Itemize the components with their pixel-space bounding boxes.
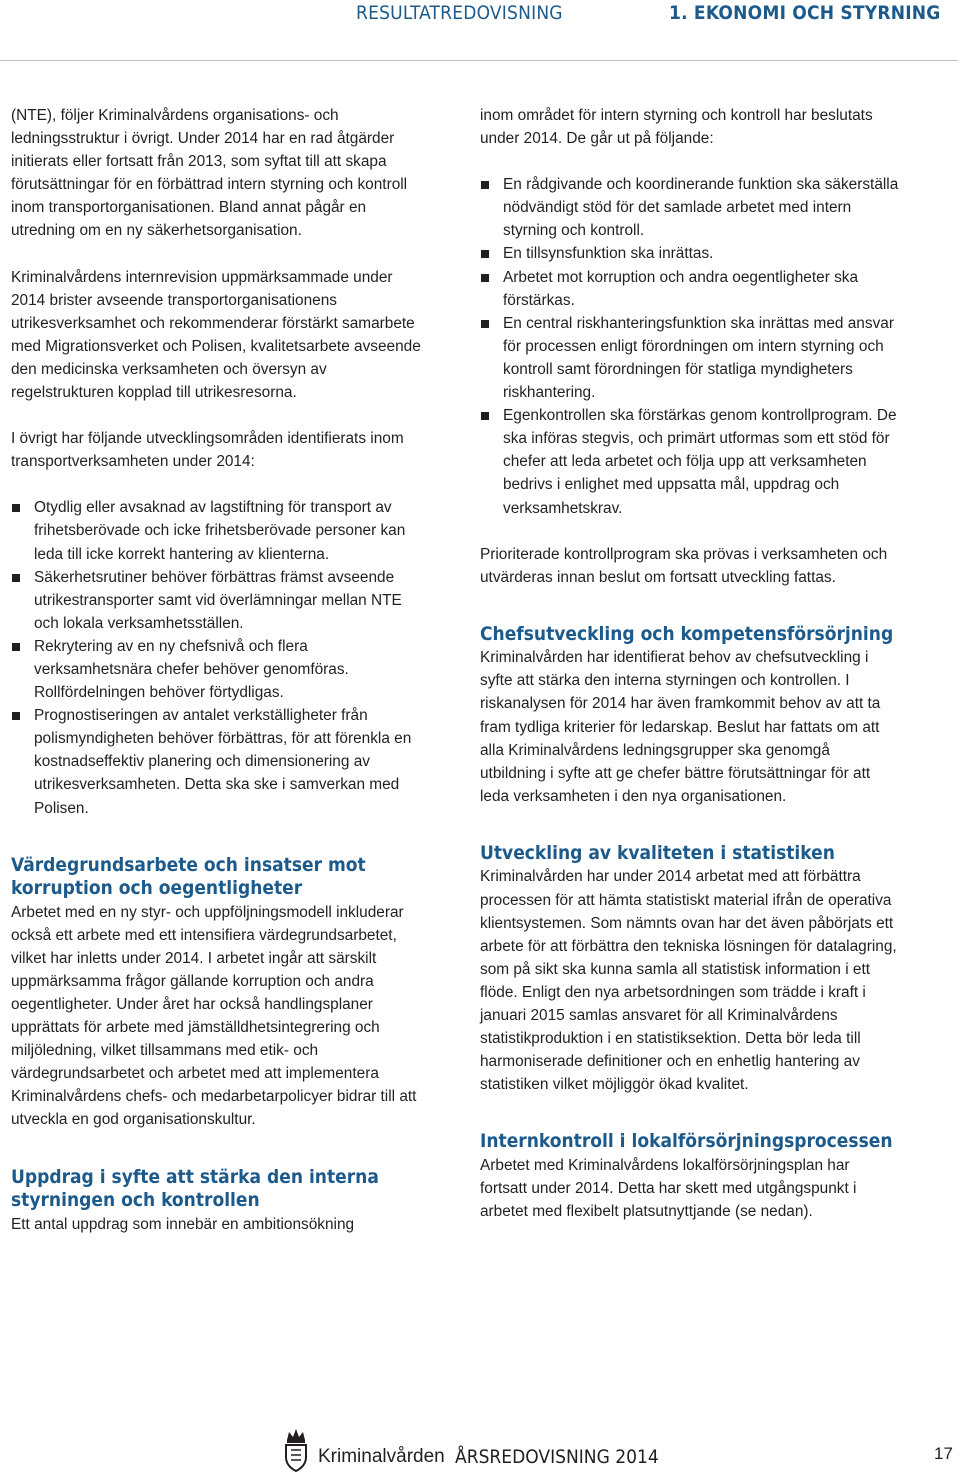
list-item: Egenkontrollen ska förstärkas genom kontrollprogram. De ska införas stegvis, och primärt utformas som ett stöd för chefer att leda arbetet och följa upp att verksamheten bedrivs i enlighet med uppsatta mål, uppdrag och verksamhetskrav. [480, 404, 900, 519]
paragraph: Arbetet med en ny styr- och uppföljningsmodell inkluderar också ett arbete med ett intensifiera värdegrundsarbetet, vilket har inletts under 2014. I arbetet ingår att särskilt uppmärksamma frågor gällande korruption och andra oegentligheter. Under året har också handlingsplaner upprättats för arbete med jämställdhetsintegrering och miljöledning, vilket tillsammans med etik- och värdegrundsarbetet och arbetet med att implementera Kriminalvårdens chefs- och medarbetarpolicyer bidrar till att utveckla en god organisationskultur. [11, 903, 417, 1129]
list-item: En central riskhanteringsfunktion ska inrättas med ansvar för processen enligt förordningen om intern styrning och kontroll samt förordningen för statliga myndigheters riskhantering. [480, 312, 900, 404]
left-column [11, 104, 423, 1236]
paragraph: Prioriterade kontrollprogram ska prövas i verksamheten och utvärderas innan beslut om fortsatt utveckling fattas. [480, 545, 888, 586]
section-heading: Uppdrag i syfte att stärka den interna styrningen och kontrollen [11, 1165, 379, 1212]
list-item: Otydlig eller avsaknad av lagstiftning för transport av frihetsberövade och icke frihetsberövade personer kan leda till icke korrekt hantering av klienterna. [11, 496, 423, 565]
list-item: Säkerhetsrutiner behöver förbättras främst avseende utrikestransporter samt vid överlämningar mellan NTE och lokala verksamhetsställen. [11, 566, 423, 635]
header-divider [0, 60, 958, 61]
paragraph: Arbetet med Kriminalvårdens lokalförsörjningsplan har fortsatt under 2014. Detta har skett med utgångspunkt i arbetet med flexibelt platsutnyttjande (se nedan). [480, 1156, 857, 1221]
list-item: Arbetet mot korruption och andra oegentligheter ska förstärkas. [480, 266, 900, 312]
paragraph: Kriminalvården har under 2014 arbetat med att förbättra processen för att hämta statistiskt material ifrån de operativa klientsystemen. Som nämnts ovan har det även påbörjats ett arbete för att förbättra den tekniska lösningen för datalagring, som på sikt ska kunna samla all statistisk information i ett flöde. Enligt den nya arbetsordningen som trädde i kraft i januari 2015 samlas ansvaret för all Kriminalvårdens statistikproduktion i en statistiksektion. Detta bör leda till harmoniserade definitioner och en enhetlig hantering av statistiken vilket möjliggör ökad kvalitet. [480, 868, 897, 1094]
section-heading: Värdegrundsarbete och insatser mot korruption och oegentligheter [11, 853, 366, 900]
section-label: RESULTATREDOVISNING [356, 2, 563, 24]
bullet-list [11, 496, 423, 819]
paragraph: (NTE), följer Kriminalvårdens organisations- och ledningsstruktur i övrigt. Under 2014 har en rad åtgärder initierats eller fortsatt från 2013, som syftat till att skapa förutsättningar för en förbättrad intern styrning och kontroll inom transportorganisationen. Bland annat pågår en utredning om en ny säkerhetsorganisation. [11, 107, 408, 240]
list-item: Rekrytering av en ny chefsnivå och flera verksamhetsnära chefer behöver genomföras. Rollfördelningen behöver förtydligas. [11, 635, 423, 704]
paragraph: Kriminalvården har identifierat behov av chefsutveckling i syfte att stärka den interna styrningen och kontrollen. I riskanalysen för 2014 har även framkommit behov av att ta fram tydliga kriterier för ledarskap. Beslut har fattats om att alla Kriminalvårdens ledningsgrupper ska genomgå utbildning i syfte att ge chefer bättre förutsättningar för att leda verksamheten i den nya organisationen. [480, 649, 881, 805]
brand-name: Kriminalvården [318, 1446, 445, 1467]
paragraph: I övrigt har följande utvecklingsområden identifierats inom transportverksamheten under 2014: [11, 430, 404, 471]
chapter-label: 1. EKONOMI OCH STYRNING [669, 2, 941, 24]
bullet-list [480, 173, 900, 519]
list-item: Prognostiseringen av antalet verkställigheter från polismyndigheten behöver förbättras, för att förenkla en kostnadseffektiv planering och dimensionering av utrikesverksamheten. Detta ska ske i samverkan med Polisen. [11, 704, 423, 819]
section-heading: Internkontroll i lokalförsörjningsprocessen [480, 1130, 893, 1153]
right-column [480, 104, 900, 1223]
crown-shield-logo-icon [281, 1426, 311, 1472]
section-heading: Utveckling av kvaliteten i statistiken [480, 841, 835, 864]
paragraph: Ett antal uppdrag som innebär en ambitionsökning [11, 1215, 355, 1233]
paragraph: inom området för intern styrning och kontroll har beslutats under 2014. De går ut på följande: [480, 107, 873, 148]
report-title: ÅRSREDOVISNING 2014 [455, 1446, 659, 1468]
page-number: 17 [934, 1444, 953, 1463]
section-heading: Chefsutveckling och kompetensförsörjning [480, 622, 894, 645]
page-header [0, 0, 960, 62]
paragraph: Kriminalvårdens internrevision uppmärksammade under 2014 brister avseende transportorganisationens utrikesverksamhet och rekommenderar förstärkt samarbete med Migrationsverket och Polisen, kvalitetsarbete avseende den medicinska verksamheten och översyn av regelstrukturen kopplad till utrikesresorna. [11, 268, 421, 402]
list-item: En tillsynsfunktion ska inrättas. [480, 242, 900, 265]
page-footer [0, 1426, 960, 1476]
list-item: En rådgivande och koordinerande funktion ska säkerställa nödvändigt stöd för det samlade arbetet med intern styrning och kontroll. [480, 173, 900, 242]
